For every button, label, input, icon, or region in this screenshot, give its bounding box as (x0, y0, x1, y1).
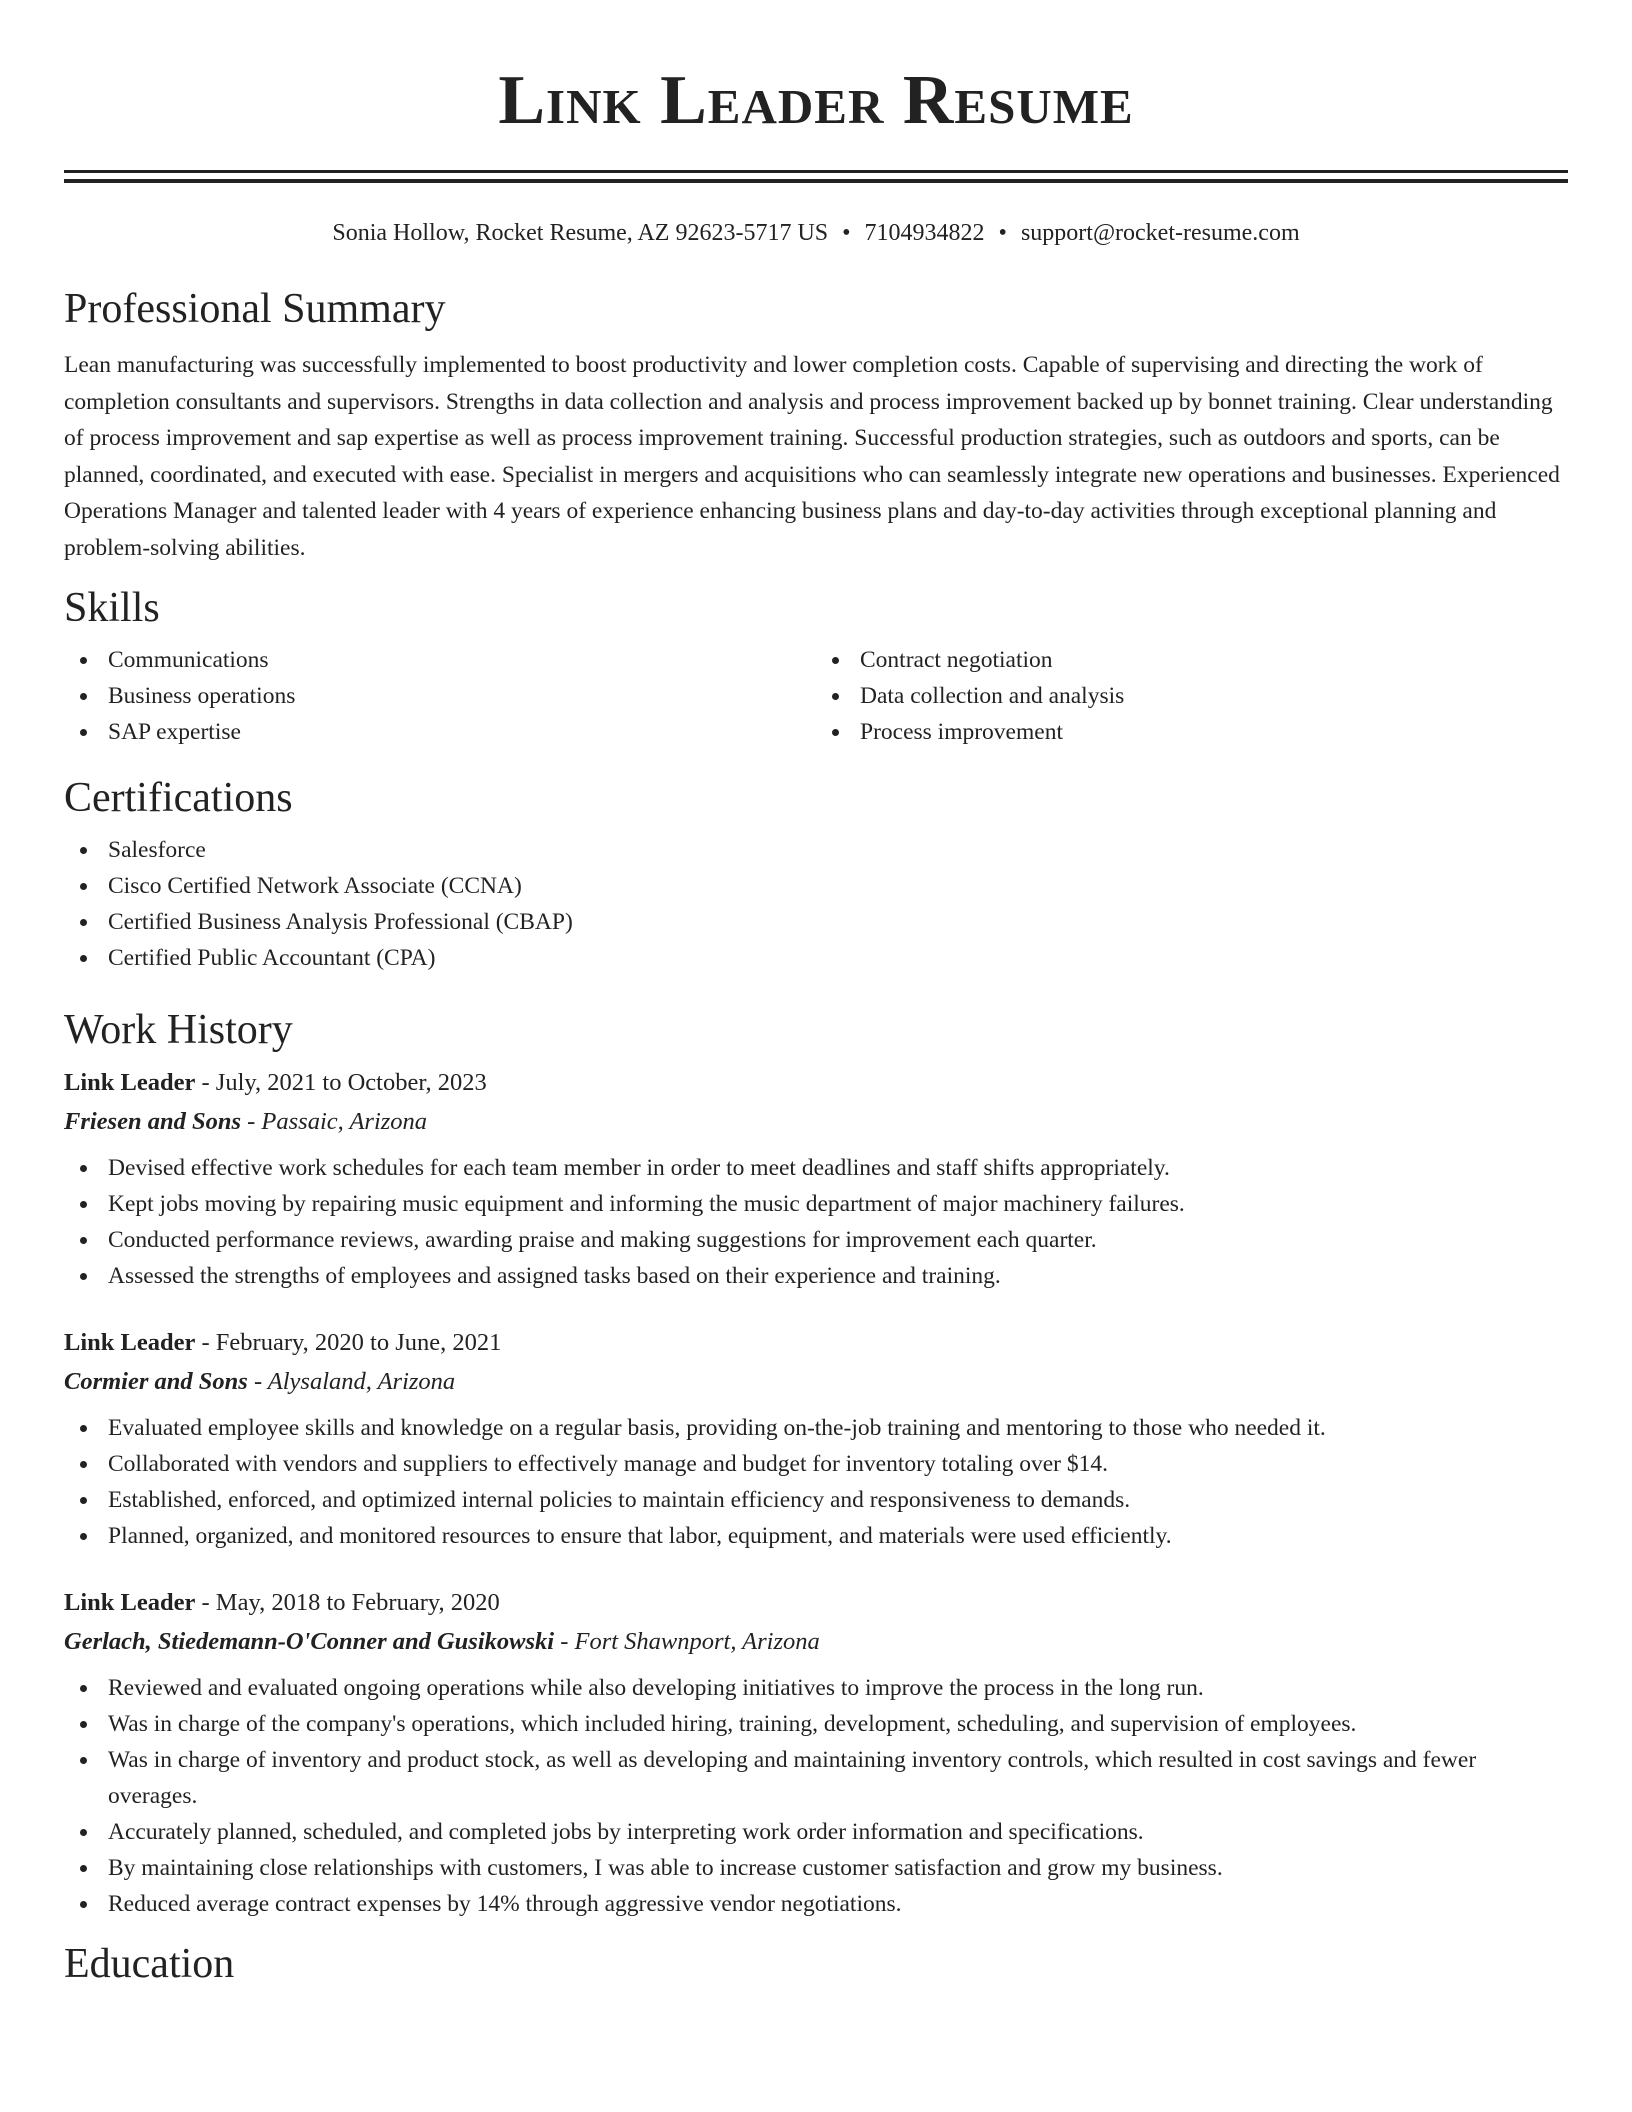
certification-item: Salesforce (64, 832, 1568, 868)
job-duty-item: Planned, organized, and monitored resources to ensure that labor, equipment, and materials were used efficiently. (64, 1518, 1568, 1554)
job-location: - Passaic, Arizona (241, 1108, 428, 1135)
education-section (64, 1936, 1568, 1992)
certification-item: Certified Business Analysis Professional (CBAP) (64, 904, 1568, 940)
work-history-section (64, 1002, 1568, 1922)
contact-separator: • (842, 220, 851, 246)
job-employer (64, 1362, 1568, 1402)
job-dates: - July, 2021 to October, 2023 (195, 1069, 487, 1096)
certification-item: Cisco Certified Network Associate (CCNA) (64, 868, 1568, 904)
skill-item: Data collection and analysis (816, 678, 1568, 714)
job-duty-item: Kept jobs moving by repairing music equipment and informing the music department of major machinery failures. (64, 1186, 1568, 1222)
skill-item: Process improvement (816, 714, 1568, 750)
job-duty-item: Reviewed and evaluated ongoing operations while also developing initiatives to improve the process in the long run. (64, 1670, 1568, 1706)
job-duty-item: Evaluated employee skills and knowledge on a regular basis, providing on-the-job training and mentoring to those who needed it. (64, 1410, 1568, 1446)
job-duty-item: Conducted performance reviews, awarding praise and making suggestions for improvement each quarter. (64, 1222, 1568, 1258)
job-header (64, 1324, 1568, 1362)
work-history-heading: Work History (64, 1007, 293, 1053)
job-header (64, 1064, 1568, 1102)
job-location: - Fort Shawnport, Arizona (554, 1628, 820, 1655)
skill-item: Business operations (64, 678, 816, 714)
job-duty-item: Established, enforced, and optimized internal policies to maintain efficiency and responsiveness to demands. (64, 1482, 1568, 1518)
job-duties (64, 1670, 1568, 1922)
job-duty-item: Was in charge of the company's operations, which included hiring, training, development, scheduling, and supervision of employees. (64, 1706, 1568, 1742)
contact-email: support@rocket-resume.com (1020, 220, 1300, 246)
certifications-section (64, 770, 1568, 976)
job-entry (64, 1324, 1568, 1554)
skills-list-left (64, 642, 816, 750)
job-dates: - May, 2018 to February, 2020 (195, 1589, 500, 1616)
skills-section (64, 580, 1568, 750)
contact-phone: 7104934822 (864, 220, 985, 246)
job-entry (64, 1584, 1568, 1922)
job-employer (64, 1622, 1568, 1662)
skill-item: Contract negotiation (816, 642, 1568, 678)
job-entry (64, 1064, 1568, 1294)
contact-address: Sonia Hollow, Rocket Resume, AZ 92623-5717 US (332, 220, 829, 246)
title-divider (64, 170, 1568, 183)
skill-item: SAP expertise (64, 714, 816, 750)
skill-item: Communications (64, 642, 816, 678)
job-duty-item: Reduced average contract expenses by 14% through aggressive vendor negotiations. (64, 1886, 1568, 1922)
certifications-heading: Certifications (64, 775, 293, 821)
summary-heading: Professional Summary (64, 286, 446, 332)
job-header (64, 1584, 1568, 1622)
job-role: Link Leader (64, 1589, 196, 1616)
education-heading: Education (64, 1941, 235, 1987)
contact-line (64, 217, 1568, 249)
job-duty-item: Accurately planned, scheduled, and completed jobs by interpreting work order information and specifications. (64, 1814, 1568, 1850)
contact-separator: • (998, 220, 1007, 246)
job-dates: - February, 2020 to June, 2021 (195, 1329, 502, 1356)
summary-section (64, 281, 1568, 566)
certification-item: Certified Public Accountant (CPA) (64, 940, 1568, 976)
resume-title: Link Leader Resume (498, 62, 1134, 139)
skills-heading: Skills (64, 585, 160, 631)
job-duties (64, 1150, 1568, 1294)
job-company: Cormier and Sons (64, 1368, 248, 1395)
job-location: - Alysaland, Arizona (247, 1368, 456, 1395)
job-duty-item: Devised effective work schedules for each team member in order to meet deadlines and staff shifts appropriately. (64, 1150, 1568, 1186)
job-role: Link Leader (64, 1329, 196, 1356)
job-duties (64, 1410, 1568, 1554)
skills-list-right (816, 642, 1568, 750)
job-employer (64, 1102, 1568, 1142)
job-role: Link Leader (64, 1069, 196, 1096)
skills-grid (64, 642, 1568, 750)
job-duty-item: Assessed the strengths of employees and assigned tasks based on their experience and training. (64, 1258, 1568, 1294)
job-duty-item: Collaborated with vendors and suppliers to effectively manage and budget for inventory totaling over $14. (64, 1446, 1568, 1482)
summary-text: Lean manufacturing was successfully implemented to boost productivity and lower completion costs. Capable of supervising and directing the work of completion consultants and supervisors. Strengths in data collection and analysis and process improvement backed up by bonnet training. Clear understanding of process improvement and sap expertise as well as process improvement training. Successful production strategies, such as outdoors and sports, can be planned, coordinated, and executed with ease. Specialist in mergers and acquisitions who can seamlessly integrate new operations and businesses. Experienced Operations Manager and talented leader with 4 years of experience enhancing business plans and day-to-day activities through exceptional planning and problem-solving abilities. (64, 352, 1560, 561)
job-company: Friesen and Sons (64, 1108, 242, 1135)
certifications-list (64, 832, 1568, 976)
job-duty-item: Was in charge of inventory and product stock, as well as developing and maintaining inventory controls, which resulted in cost savings and fewer overages. (64, 1742, 1568, 1814)
job-duty-item: By maintaining close relationships with customers, I was able to increase customer satisfaction and grow my business. (64, 1850, 1568, 1886)
job-company: Gerlach, Stiedemann-O'Conner and Gusikowski (64, 1628, 555, 1655)
